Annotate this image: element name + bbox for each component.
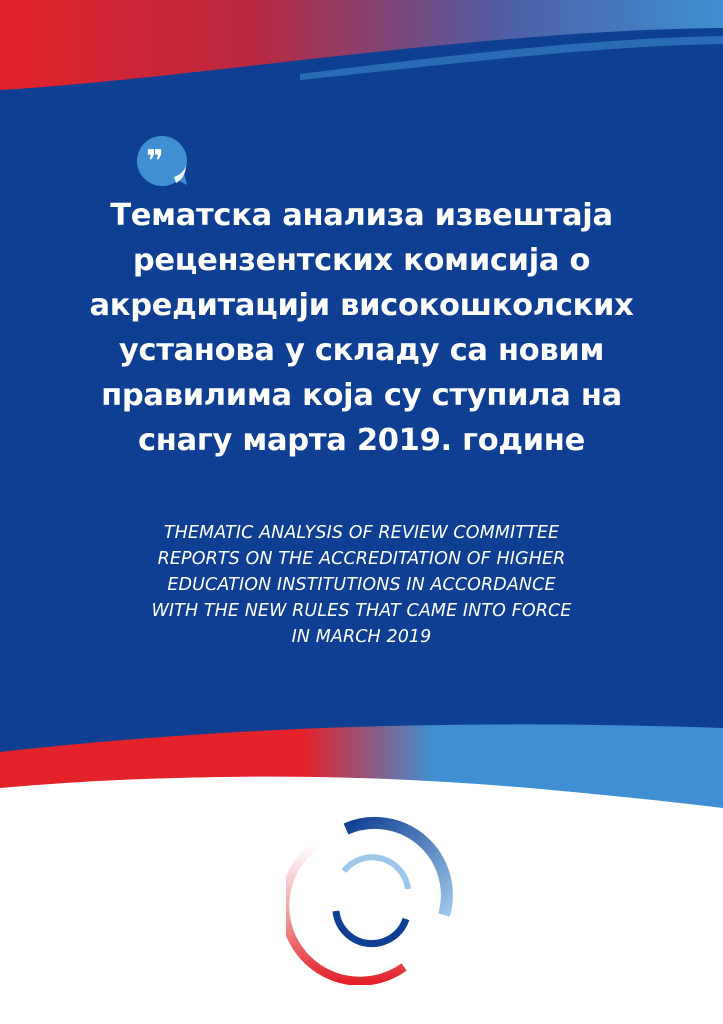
title-line: рецензентских комисија о — [132, 243, 591, 278]
subtitle-line: IN MARCH 2019 — [291, 627, 432, 647]
title-line: установа у складу са новим — [118, 333, 605, 368]
svg-text:❞: ❞ — [146, 144, 164, 179]
subtitle-line: THEMATIC ANALYSIS OF REVIEW COMMITTEE — [163, 523, 560, 543]
quote-bubble-icon — [134, 133, 190, 189]
circular-arc-logo-icon — [286, 815, 456, 985]
title-line: Тематска анализа извештаја — [110, 198, 613, 233]
subtitle-line: WITH THE NEW RULES THAT CAME INTO FORCE — [151, 601, 572, 621]
cover-subtitle — [60, 520, 663, 650]
title-line: правилима која су ступила на — [101, 378, 622, 413]
title-line: акредитацији високошколских — [89, 288, 634, 323]
subtitle-line: REPORTS ON THE ACCREDITATION OF HIGHER — [157, 549, 566, 569]
subtitle-line: EDUCATION INSTITUTIONS IN ACCORDANCE — [167, 575, 556, 595]
title-line: снагу марта 2019. године — [138, 423, 585, 458]
cover-title — [40, 193, 683, 463]
